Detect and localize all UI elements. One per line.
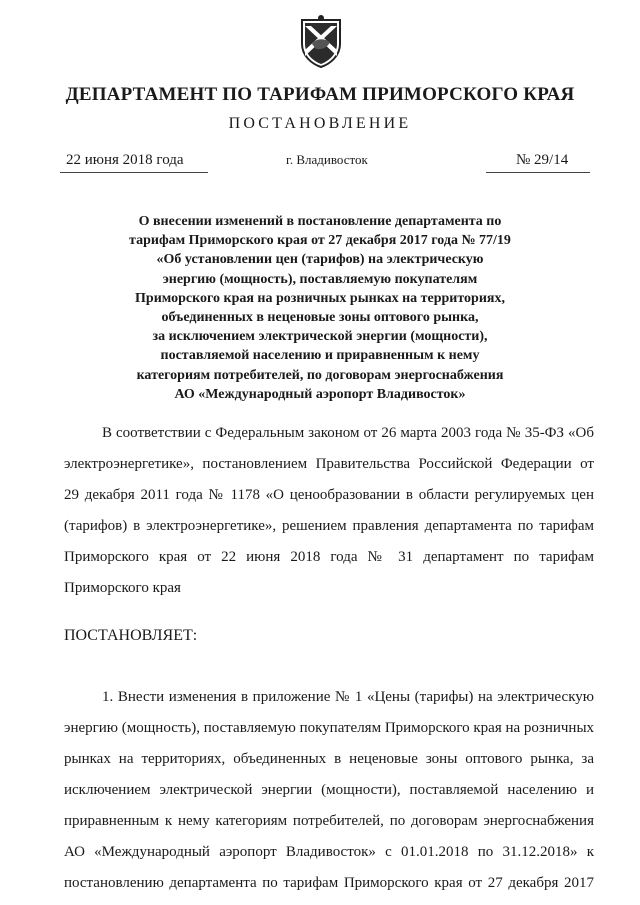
preamble-line: (тарифов) в электроэнергетике», решением правления департамента по тарифам xyxy=(64,518,594,534)
subject-line: АО «Международный аэропорт Владивосток» xyxy=(174,386,466,402)
item-line: рынках на территориях, объединенных в неценовые зоны оптового рынка, за xyxy=(64,751,594,767)
subject-line: категориям потребителей, по договорам энергоснабжения xyxy=(136,367,504,383)
department-title: ДЕПАРТАМЕНТ ПО ТАРИФАМ ПРИМОРСКОГО КРАЯ xyxy=(65,84,575,105)
subject-line: поставляемой населению и приравненным к нему xyxy=(160,348,480,364)
subject-line: О внесении изменений в постановление департамента по xyxy=(138,214,502,229)
decree-title: ПОСТАНОВЛЕНИЕ xyxy=(228,115,412,132)
decree-date: 22 июня 2018 года xyxy=(66,152,184,168)
decree-number: № 29/14 xyxy=(516,152,569,168)
preamble-line: Приморского края xyxy=(64,580,181,596)
preamble-paragraph xyxy=(64,418,594,604)
subject-line: тарифам Приморского края от 27 декабря 2017 года № 77/19 xyxy=(129,233,511,249)
subject-line: объединенных в неценовые зоны оптового рынка, xyxy=(161,310,479,326)
item-line: энергию (мощность), поставляемую покупателям Приморского края на розничных xyxy=(64,720,595,736)
item-line: АО «Международный аэропорт Владивосток» с 01.01.2018 по 31.12.2018» к xyxy=(64,844,594,860)
item-1-paragraph xyxy=(64,682,594,899)
coat-of-arms-icon xyxy=(298,14,344,68)
resolve-heading: ПОСТАНОВЛЯЕТ: xyxy=(64,627,198,644)
preamble-line: 29 декабря 2011 года № 1178 «О ценообразовании в области регулируемых цен xyxy=(64,487,594,503)
preamble-line: Приморского края от 22 июня 2018 года № 31 департамент по тарифам xyxy=(64,549,594,565)
subject-line: «Об установлении цен (тарифов) на электрическую xyxy=(156,252,484,268)
decree-subject xyxy=(80,212,560,404)
item-line: приравненным к нему категориям потребителей, по договорам энергоснабжения xyxy=(64,813,594,829)
date-underline xyxy=(60,172,208,173)
item-line: постановлению департамента по тарифам Приморского края от 27 декабря 2017 xyxy=(64,875,594,891)
subject-line: Приморского края на розничных рынках на территориях, xyxy=(135,290,505,306)
preamble-line: электроэнергетике», постановлением Правительства Российской Федерации от xyxy=(64,456,594,472)
subject-line: за исключением электрической энергии (мощности), xyxy=(152,329,488,345)
item-line: 1. Внести изменения в приложение № 1 «Цены (тарифы) на электрическую xyxy=(102,689,594,705)
number-underline xyxy=(486,172,590,173)
decree-city: г. Владивосток xyxy=(286,152,368,167)
subject-line: энергию (мощность), поставляемую покупателям xyxy=(162,271,478,287)
item-line: исключением электрической энергии (мощности), поставляемой населению и xyxy=(64,782,594,798)
preamble-line: В соответствии с Федеральным законом от 26 марта 2003 года № 35-ФЗ «Об xyxy=(102,425,594,441)
